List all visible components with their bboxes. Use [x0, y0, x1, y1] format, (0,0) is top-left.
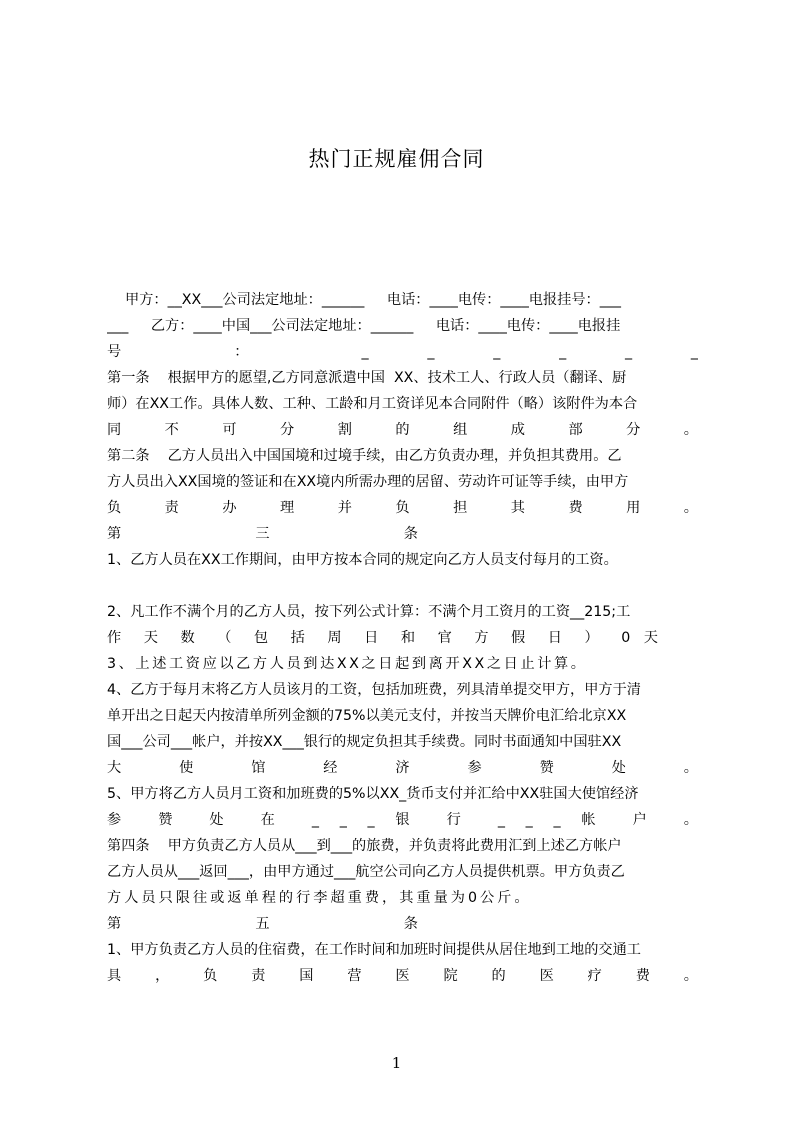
page-number: 1	[391, 1054, 402, 1072]
article-3-item-4-line-2: 单开出之日起天内按清单所列金额的75%以美元支付，并按当天牌价电汇给北京XX	[107, 708, 627, 724]
blank-line	[107, 573, 698, 599]
article-3-item-4-line-1: 4、乙方于每月末将乙方人员该月的工资，包括加班费，列具清单提交甲方，甲方于清	[107, 682, 641, 698]
party-b-line: ___ 乙方：____中国___公司法定地址：______ 电话：____电传：____电报挂	[107, 318, 621, 334]
article-3-item-2-line-2: 作 天 数 （ 包 括 周 日 和 官 方 假 日 ） 0 天	[107, 630, 658, 646]
article-1-line-2: 师）在XX工作。具体人数、工种、工龄和月工资详见本合同附件（略）该附件为本合	[107, 396, 638, 412]
article-5-heading: 第 五 条	[107, 916, 418, 932]
article-1-line-3: 同 不 可 分 割 的 组 成 部 分 。	[107, 422, 698, 438]
contract-body	[107, 287, 698, 1017]
article-4-line-2: 乙方人员从___返回___，由甲方通过___航空公司向乙方人员提供机票。甲方负责乙	[107, 864, 625, 880]
document-title: 热门正规雇佣合同	[308, 147, 485, 171]
article-3-item-5-line-1: 5、甲方将乙方人员月工资和加班费的5%以XX_货币支付并汇给中XX驻国大使馆经济	[107, 786, 639, 802]
article-5-item-1-line-1: 1、甲方负责乙方人员的住宿费，在工作时间和加班时间提供从居住地到工地的交通工	[107, 942, 641, 958]
article-1-line-1: 第一条 根据甲方的愿望,乙方同意派遣中国 XX、技术工人、行政人员（翻译、厨	[107, 370, 627, 386]
article-3-item-5-line-2: 参 赞 处 在 _ _ _ 银 行 _ _ _ 帐 户 。	[107, 812, 698, 828]
article-3-item-1: 1、乙方人员在XX工作期间，由甲方按本合同的规定向乙方人员支付每月的工资。	[107, 552, 618, 568]
article-3-item-4-line-4: 大 使 馆 经 济 参 赞 处 。	[107, 760, 698, 776]
article-5-item-1-line-2: 具 ， 负 责 国 营 医 院 的 医 疗 费 。	[107, 968, 698, 984]
article-4-line-3: 方人员只限往或返单程的行李超重费，其重量为0公斤。	[107, 890, 532, 906]
article-4-line-1: 第四条 甲方负责乙方人员从___到___的旅费，并负责将此费用汇到上述乙方帐户	[107, 838, 622, 854]
article-2-line-3: 负 责 办 理 并 负 担 其 费 用 。	[107, 500, 698, 516]
article-3-heading: 第 三 条	[107, 526, 418, 542]
telegraph-line: 号 ： _ _ _ _ _ _	[107, 344, 698, 360]
article-3-item-4-line-3: 国___公司___帐户，并按XX___银行的规定负担其手续费。同时书面通知中国驻XX	[107, 734, 622, 750]
article-3-item-3: 3、上述工资应以乙方人员到达XX之日起到离开XX之日止计算。	[107, 656, 588, 672]
party-a-line: 甲方：__XX___公司法定地址：______ 电话：____电传：____电报挂号：___	[107, 292, 622, 308]
article-3-item-2-line-1: 2、凡工作不满个月的乙方人员，按下列公式计算：不满个月工资月的工资__215;工	[107, 604, 631, 620]
article-2-line-2: 方人员出入XX国境的签证和在XX境内所需办理的居留、劳动许可证等手续，由甲方	[107, 474, 629, 490]
article-2-line-1: 第二条 乙方人员出入中国国境和过境手续，由乙方负责办理，并负担其费用。乙	[107, 448, 622, 464]
